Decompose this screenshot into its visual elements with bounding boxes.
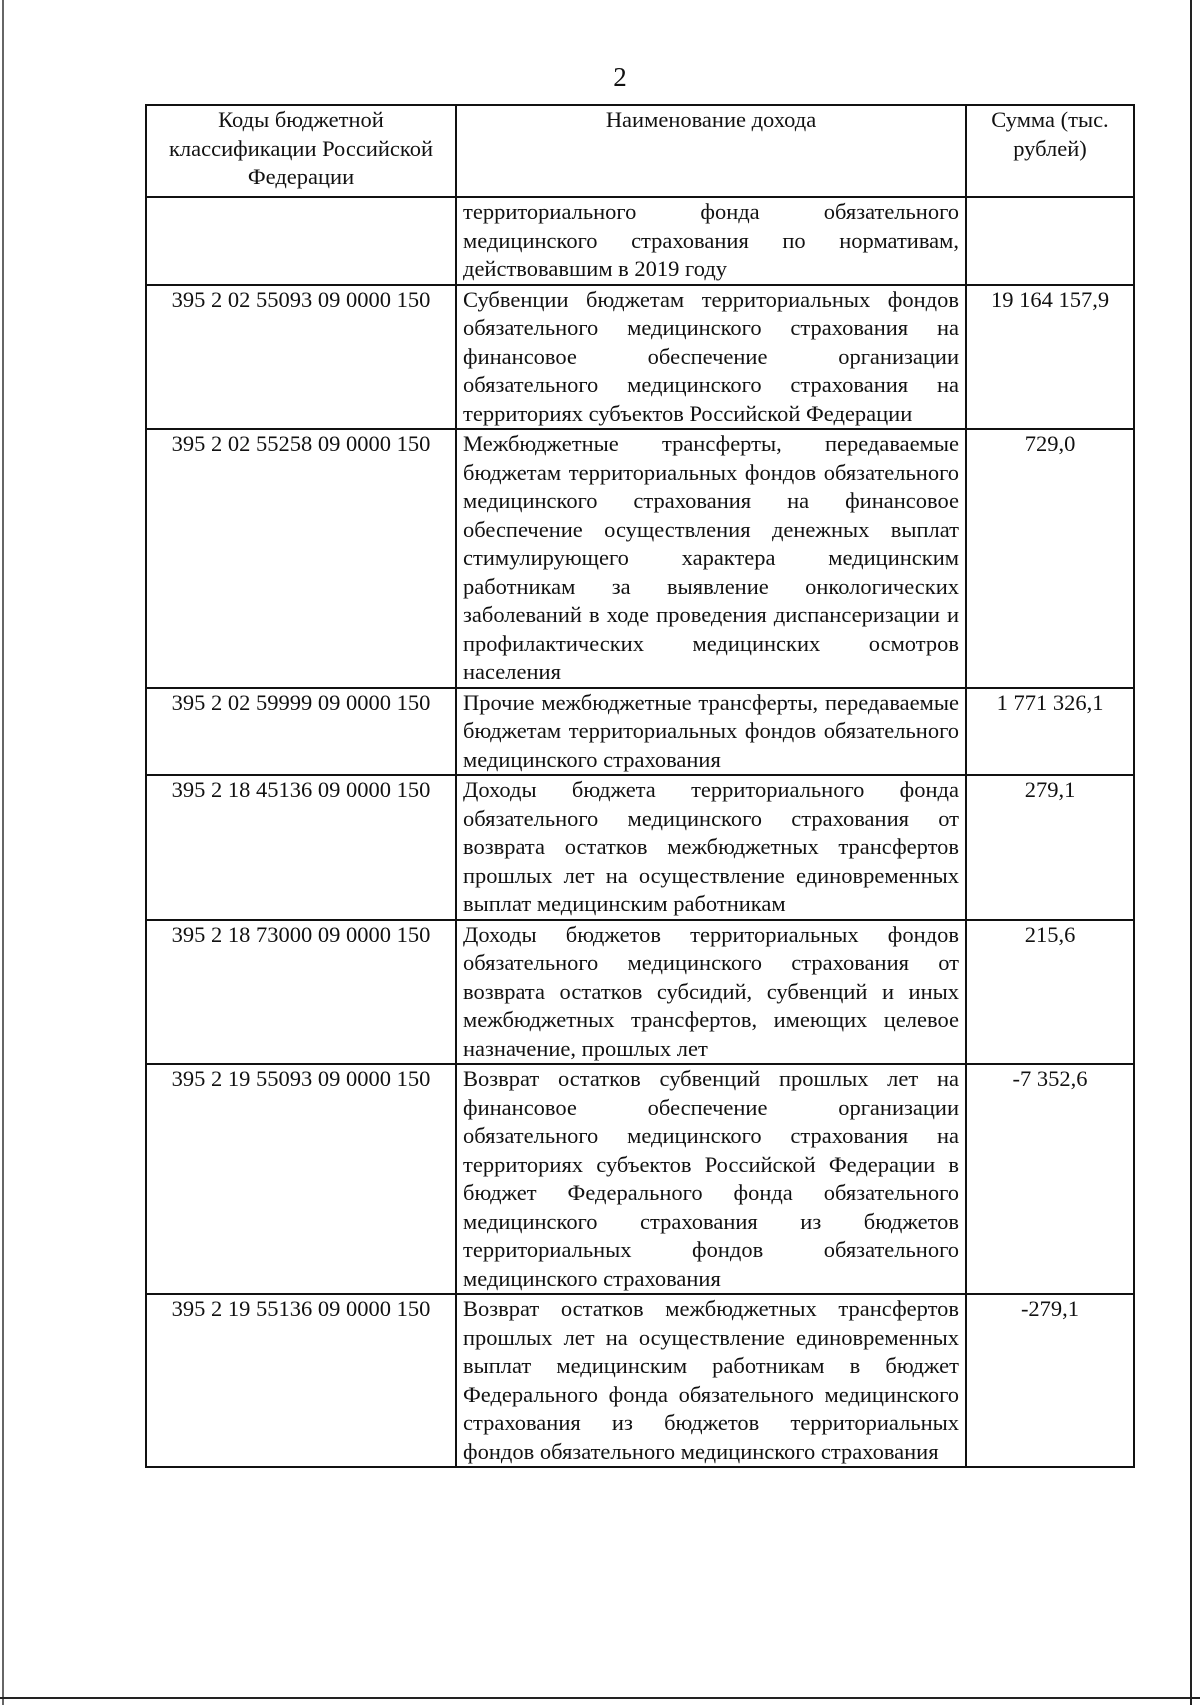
table-row	[146, 285, 1134, 430]
row-code: 395 2 18 45136 09 0000 150	[146, 775, 456, 920]
scan-right-edge	[1190, 0, 1192, 1705]
table-row	[146, 688, 1134, 776]
row-sum	[966, 197, 1134, 285]
row-code: 395 2 02 55258 09 0000 150	[146, 429, 456, 688]
row-name: Межбюджетные трансферты, передаваемые бюджетам территориальных фондов обязательного медицинского страхования на финансовое обеспечение осуществления денежных выплат стимулирующего характера медицинским работникам за выявление онкологических заболеваний в ходе проведения диспансеризации и профилактических медицинских осмотров населения	[456, 429, 966, 688]
row-sum: 215,6	[966, 920, 1134, 1065]
table-row	[146, 920, 1134, 1065]
row-name: Доходы бюджета территориального фонда обязательного медицинского страхования от возврата остатков межбюджетных трансфертов прошлых лет на осуществление единовременных выплат медицинским работникам	[456, 775, 966, 920]
row-name: Возврат остатков межбюджетных трансфертов прошлых лет на осуществление единовременных выплат медицинским работникам в бюджет Федерального фонда обязательного медицинского страхования из бюджетов территориальных фондов обязательного медицинского страхования	[456, 1294, 966, 1467]
row-name: Субвенции бюджетам территориальных фондов обязательного медицинского страхования на финансовое обеспечение организации обязательного медицинского страхования на территориях субъектов Российской Федерации	[456, 285, 966, 430]
page-number: 2	[613, 62, 627, 92]
row-sum: 279,1	[966, 775, 1134, 920]
table-row	[146, 775, 1134, 920]
row-code: 395 2 18 73000 09 0000 150	[146, 920, 456, 1065]
row-code: 395 2 02 55093 09 0000 150	[146, 285, 456, 430]
table-row	[146, 1064, 1134, 1294]
header-code: Коды бюджетной классификации Российской Федерации	[146, 105, 456, 197]
table-row	[146, 197, 1134, 285]
income-table	[145, 104, 1135, 1468]
row-name: территориального фонда обязательного медицинского страхования по нормативам, действовавшим в 2019 году	[456, 197, 966, 285]
row-code: 395 2 19 55093 09 0000 150	[146, 1064, 456, 1294]
table-row	[146, 429, 1134, 688]
row-name: Возврат остатков субвенций прошлых лет на финансовое обеспечение организации обязательного медицинского страхования на территориях субъектов Российской Федерации в бюджет Федерального фонда обязательного медицинского страхования из бюджетов территориальных фондов обязательного медицинского страхования	[456, 1064, 966, 1294]
table-header-row	[146, 105, 1134, 197]
header-sum: Сумма (тыс. рублей)	[966, 105, 1134, 197]
row-code	[146, 197, 456, 285]
row-name: Прочие межбюджетные трансферты, передаваемые бюджетам территориальных фондов обязательного медицинского страхования	[456, 688, 966, 776]
row-code: 395 2 02 59999 09 0000 150	[146, 688, 456, 776]
table-row	[146, 1294, 1134, 1467]
row-sum: 1 771 326,1	[966, 688, 1134, 776]
row-sum: -279,1	[966, 1294, 1134, 1467]
row-sum: 19 164 157,9	[966, 285, 1134, 430]
row-sum: -7 352,6	[966, 1064, 1134, 1294]
scan-bottom-edge	[0, 1697, 1200, 1699]
header-name: Наименование дохода	[456, 105, 966, 197]
row-sum: 729,0	[966, 429, 1134, 688]
row-name: Доходы бюджетов территориальных фондов обязательного медицинского страхования от возврата остатков субсидий, субвенций и иных межбюджетных трансфертов, имеющих целевое назначение, прошлых лет	[456, 920, 966, 1065]
row-code: 395 2 19 55136 09 0000 150	[146, 1294, 456, 1467]
scan-left-edge	[2, 0, 4, 1705]
